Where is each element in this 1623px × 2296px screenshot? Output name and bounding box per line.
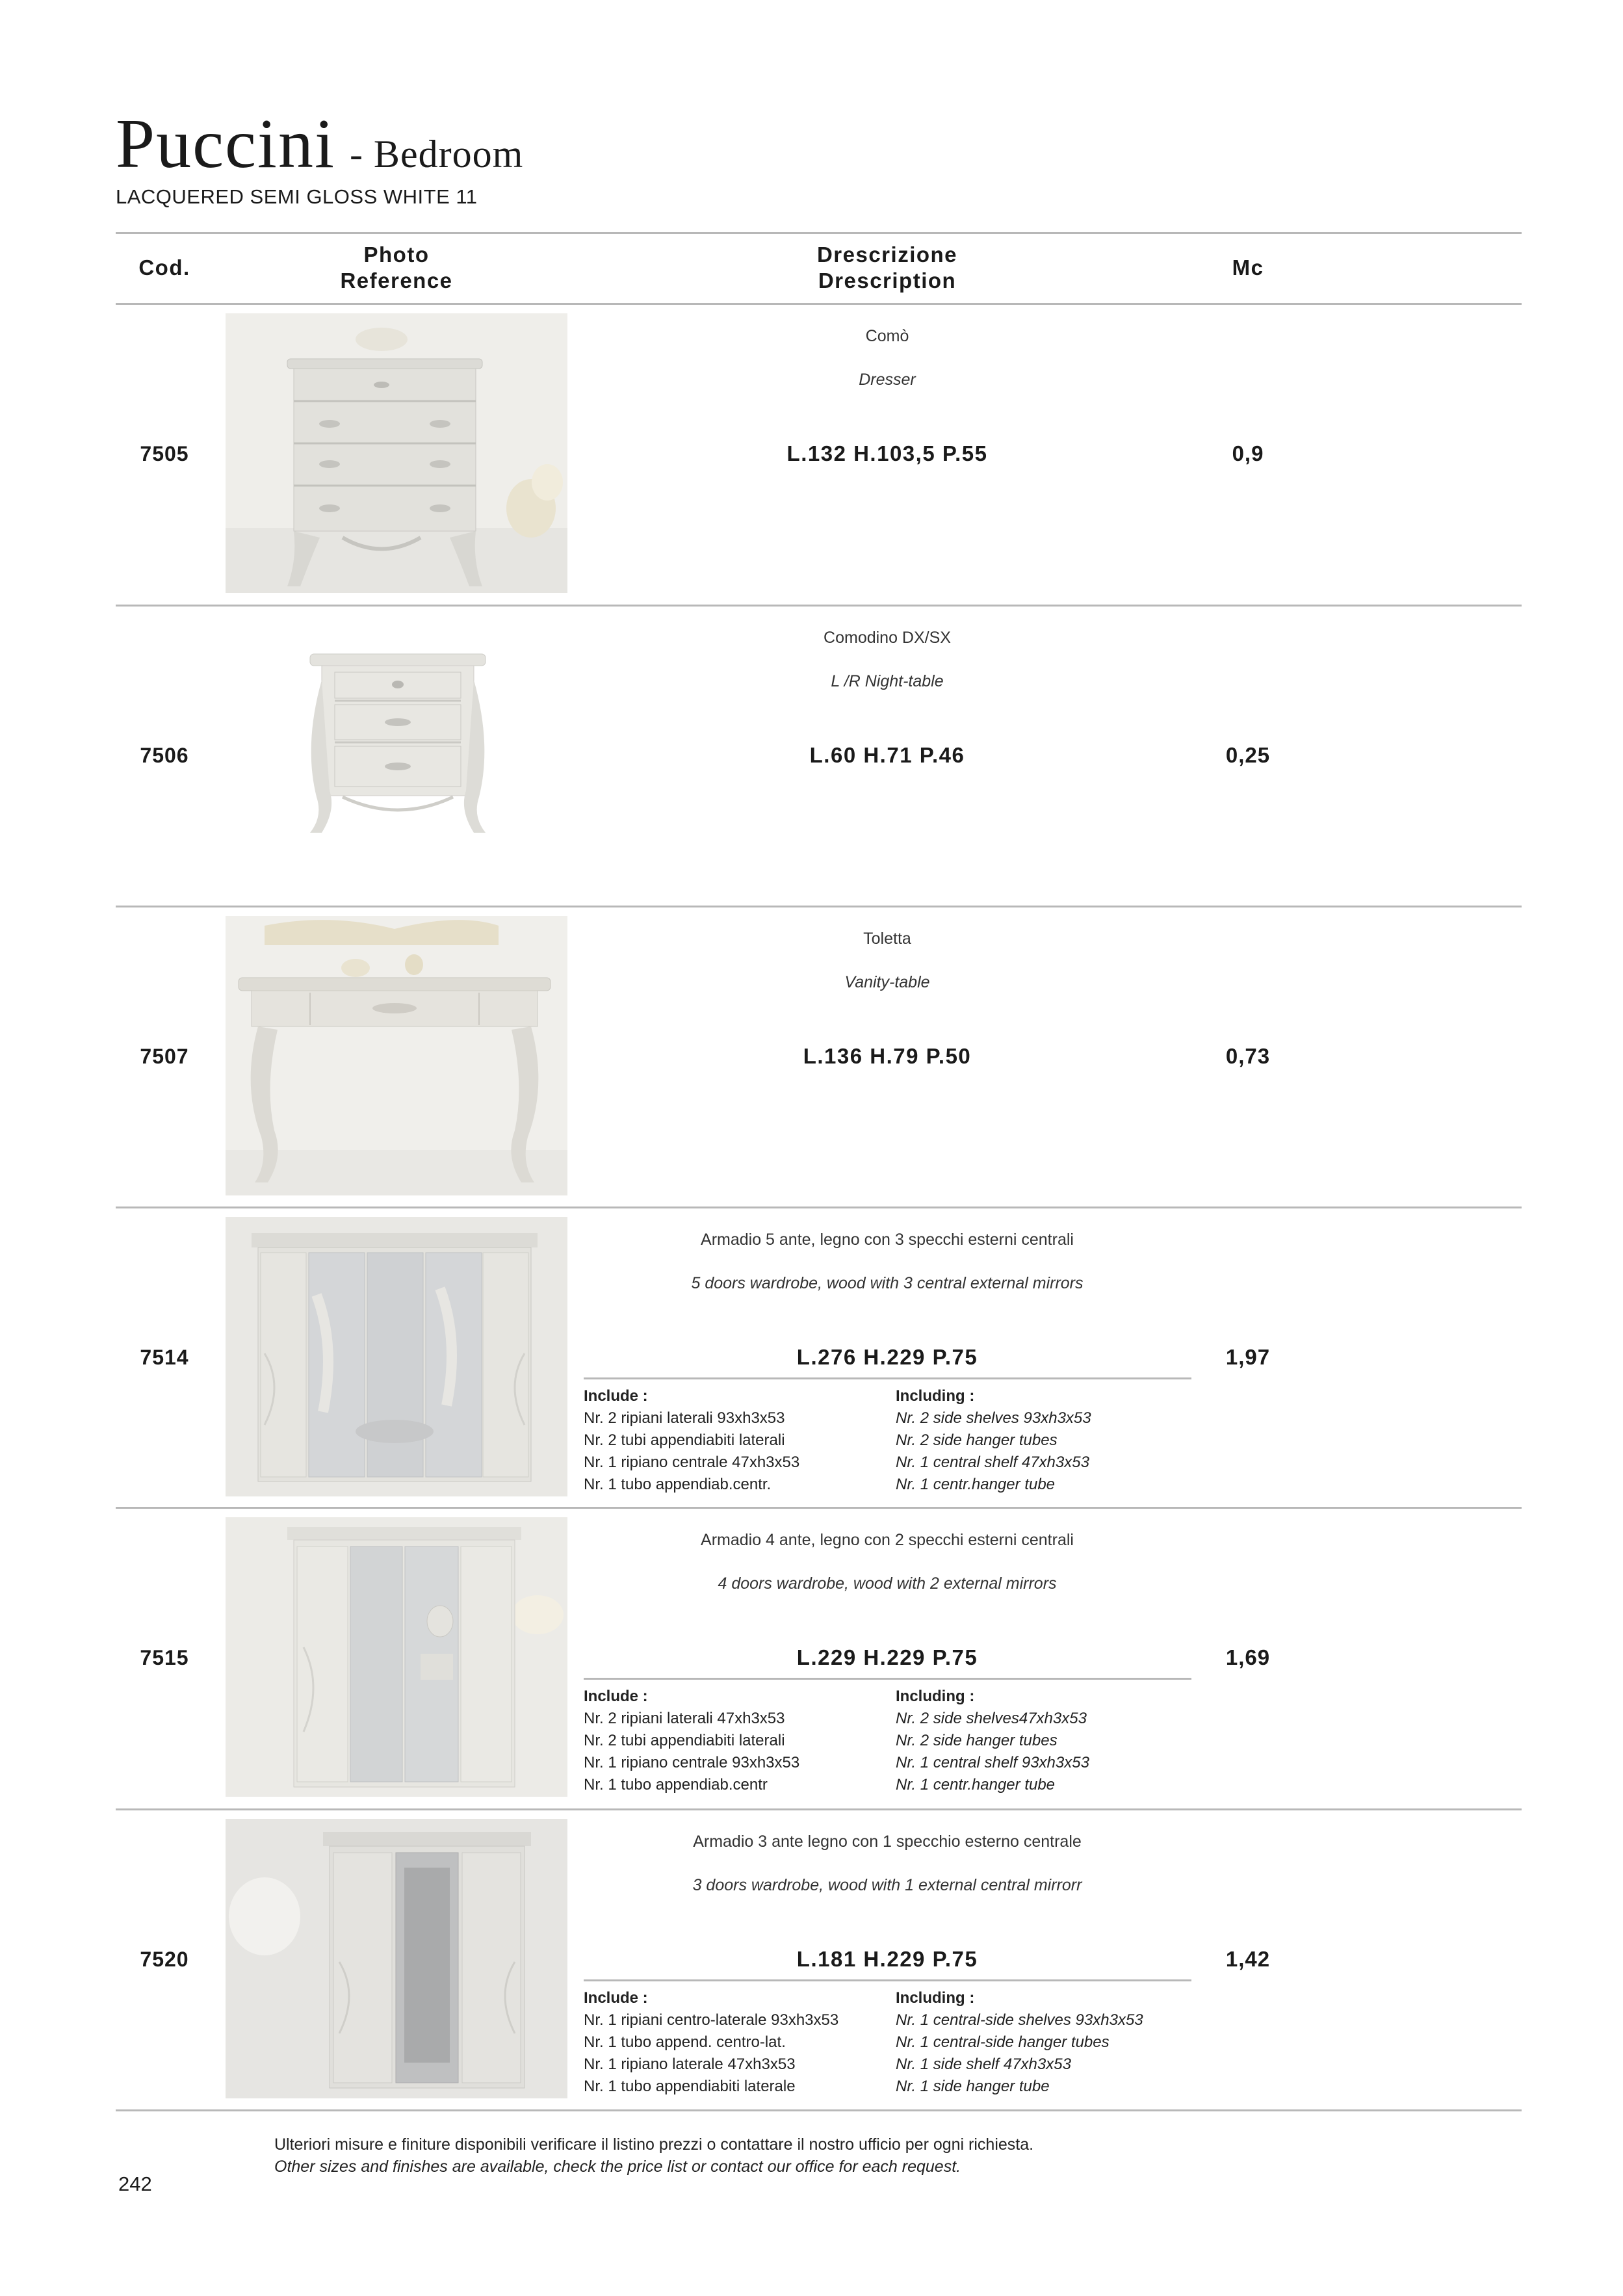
include-item: Nr. 1 ripiani centro-laterale 93xh3x53 [584, 2011, 839, 2029]
product-name-it: Comò [865, 327, 909, 345]
include-item: Nr. 2 tubi appendiabiti laterali [584, 1431, 785, 1449]
row-divider [116, 1507, 1522, 1509]
product-photo-dresser [226, 313, 567, 593]
include-list-en [896, 1686, 1089, 1796]
include-item: Nr. 1 central-side hanger tubes [896, 2033, 1110, 2051]
product-code: 7515 [140, 1646, 189, 1669]
include-item: Nr. 2 side hanger tubes [896, 1431, 1058, 1449]
row-divider [116, 1808, 1522, 1810]
include-list-it [584, 1385, 799, 1496]
collection-subtitle: - Bedroom [349, 133, 524, 176]
product-photo-wardrobe-4-doors [226, 1517, 567, 1797]
product-dimensions: L.60 H.71 P.46 [809, 743, 965, 767]
product-mc: 0,25 [1225, 743, 1271, 767]
product-name-it: Armadio 5 ante, legno con 3 specchi esterni centrali [701, 1231, 1074, 1249]
product-mc: 1,97 [1225, 1345, 1271, 1369]
product-name-en: 5 doors wardrobe, wood with 3 central external mirrors [691, 1274, 1084, 1292]
include-item: Nr. 2 side shelves 93xh3x53 [896, 1409, 1091, 1427]
product-name-it: Toletta [863, 930, 911, 948]
wardrobe-4-doors-illustration [226, 1517, 567, 1797]
include-item: Nr. 1 central-side shelves 93xh3x53 [896, 2011, 1143, 2029]
include-item: Nr. 1 tubo appendiab.centr [584, 1776, 768, 1794]
dimensions-underline [584, 1979, 1191, 1981]
include-list-it [584, 1686, 799, 1796]
product-code: 7506 [140, 744, 189, 767]
include-item: Nr. 1 central shelf 47xh3x53 [896, 1454, 1089, 1471]
header-top-rule [116, 232, 1522, 234]
product-name-it: Armadio 4 ante, legno con 2 specchi esterni centrali [701, 1531, 1074, 1549]
product-name-en: 3 doors wardrobe, wood with 1 external central mirrorr [692, 1876, 1082, 1894]
include-item: Nr. 1 centr.hanger tube [896, 1476, 1056, 1493]
column-header-mc: Mc [1232, 255, 1264, 280]
include-list-en [896, 1385, 1091, 1496]
product-name-en: 4 doors wardrobe, wood with 2 external mirrors [718, 1574, 1057, 1593]
column-header-photo-line1: Photo [363, 242, 430, 267]
footer-note [274, 2133, 1033, 2178]
footer-note-en: Other sizes and finishes are available, check the price list or contact our office for each request. [274, 2158, 961, 2176]
include-item: Nr. 2 tubi appendiabiti laterali [584, 1732, 785, 1749]
include-item: Nr. 1 ripiano centrale 93xh3x53 [584, 1754, 800, 1771]
row-divider [116, 605, 1522, 607]
product-mc: 1,42 [1225, 1947, 1271, 1971]
product-dimensions: L.181 H.229 P.75 [796, 1947, 978, 1971]
product-photo-wardrobe-5-doors [226, 1217, 567, 1496]
table-bottom-rule [116, 2109, 1522, 2111]
include-title-en: Including : [896, 1989, 975, 2007]
include-title-it: Include : [584, 1688, 648, 1705]
footer-note-it: Ulteriori misure e finiture disponibili verificare il listino prezzi o contattare il nostro ufficio per ogni richiesta. [274, 2135, 1034, 2154]
column-header-code: Cod. [138, 255, 190, 280]
product-name-en: Dresser [859, 371, 916, 389]
product-name-en: Vanity-table [844, 973, 930, 991]
product-name-it: Armadio 3 ante legno con 1 specchio esterno centrale [693, 1833, 1082, 1851]
product-dimensions: L.136 H.79 P.50 [803, 1044, 972, 1068]
include-item: Nr. 1 ripiano centrale 47xh3x53 [584, 1454, 800, 1471]
product-code: 7505 [140, 442, 189, 465]
include-item: Nr. 2 ripiani laterali 47xh3x53 [584, 1710, 785, 1727]
product-code: 7514 [140, 1346, 189, 1369]
wardrobe-5-doors-illustration [226, 1217, 567, 1496]
column-header-photo-line2: Reference [340, 268, 453, 293]
include-item: Nr. 1 tubo appendiab.centr. [584, 1476, 772, 1493]
include-item: Nr. 2 side shelves47xh3x53 [896, 1710, 1087, 1727]
product-dimensions: L.229 H.229 P.75 [796, 1645, 978, 1669]
nightstand-illustration [226, 615, 567, 894]
header-bottom-rule [116, 303, 1522, 305]
product-name-it: Comodino DX/SX [824, 629, 951, 647]
include-list-it [584, 1987, 838, 2098]
product-dimensions: L.132 H.103,5 P.55 [786, 441, 988, 465]
include-item: Nr. 2 ripiani laterali 93xh3x53 [584, 1409, 785, 1427]
product-code: 7520 [140, 1948, 189, 1971]
include-item: Nr. 1 tubo appendiabiti laterale [584, 2078, 796, 2095]
collection-name: Puccini [116, 105, 335, 183]
dimensions-underline [584, 1678, 1191, 1680]
include-title-it: Include : [584, 1989, 648, 2007]
include-list-en [896, 1987, 1143, 2098]
include-item: Nr. 1 ripiano laterale 47xh3x53 [584, 2055, 796, 2073]
include-item: Nr. 1 tubo append. centro-lat. [584, 2033, 786, 2051]
wardrobe-3-doors-illustration [226, 1819, 567, 2098]
column-header-photo [299, 242, 494, 294]
product-mc: 1,69 [1225, 1645, 1271, 1669]
product-photo-wardrobe-3-doors [226, 1819, 567, 2098]
include-item: Nr. 1 central shelf 93xh3x53 [896, 1754, 1089, 1771]
row-divider [116, 1207, 1522, 1208]
include-title-en: Including : [896, 1688, 975, 1705]
row-divider [116, 906, 1522, 907]
include-item: Nr. 1 side shelf 47xh3x53 [896, 2055, 1071, 2073]
include-item: Nr. 1 side hanger tube [896, 2078, 1050, 2095]
product-photo-nightstand [226, 615, 567, 894]
dimensions-underline [584, 1377, 1191, 1379]
finish-label: LACQUERED SEMI GLOSS WHITE 11 [116, 185, 478, 208]
column-header-description-line2: Drescription [818, 268, 957, 293]
include-item: Nr. 2 side hanger tubes [896, 1732, 1058, 1749]
include-item: Nr. 1 centr.hanger tube [896, 1776, 1056, 1794]
product-dimensions: L.276 H.229 P.75 [796, 1345, 978, 1369]
column-header-description-line1: Drescrizione [816, 242, 958, 267]
product-mc: 0,9 [1232, 441, 1264, 465]
vanity-table-illustration [226, 916, 567, 1195]
product-name-en: L /R Night-table [831, 672, 944, 690]
page-number: 242 [118, 2172, 152, 2195]
product-code: 7507 [140, 1045, 189, 1068]
page-title [116, 104, 523, 185]
product-photo-vanity-table [226, 916, 567, 1195]
product-mc: 0,73 [1225, 1044, 1271, 1068]
include-title-en: Including : [896, 1387, 975, 1405]
include-title-it: Include : [584, 1387, 648, 1405]
column-header-description [725, 242, 1050, 294]
dresser-illustration [226, 313, 567, 593]
